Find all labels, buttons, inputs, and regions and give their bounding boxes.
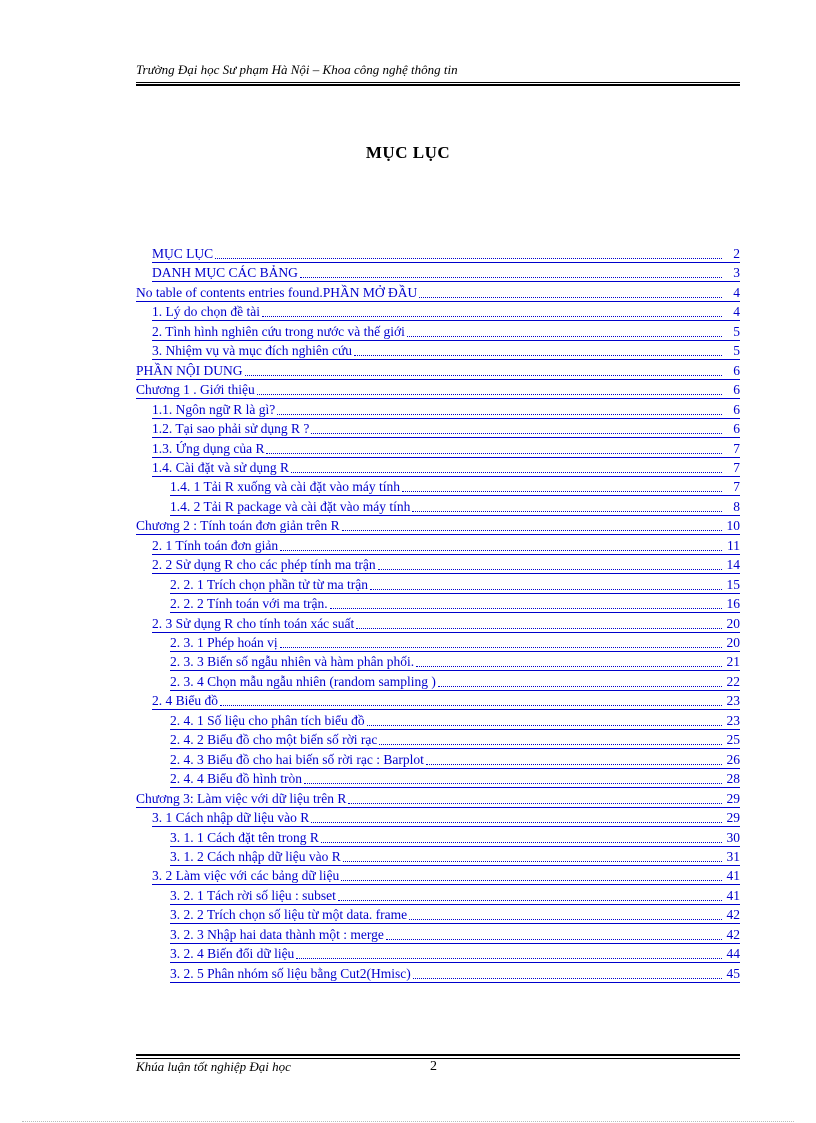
toc-entry[interactable] (136, 283, 740, 302)
toc-entry-title: 2. Tình hình nghiên cứu trong nước và thế giới (152, 324, 405, 339)
toc-entry[interactable] (152, 341, 740, 360)
toc-leader-dots (280, 637, 722, 648)
toc-leader-dots (426, 754, 722, 765)
toc-entry-page: 44 (726, 946, 740, 961)
toc-entry[interactable] (136, 516, 740, 535)
toc-leader-dots (370, 579, 722, 590)
toc-entry[interactable] (170, 477, 740, 496)
toc-entry-title: 3. 1. 1 Cách đặt tên trong R (170, 830, 319, 845)
toc-entry-title: Chương 2 : Tính toán đơn giản trên R (136, 518, 340, 533)
toc-entry-title: Chương 3: Làm việc với dữ liệu trên R (136, 791, 347, 806)
toc-entry-title: 1.2. Tại sao phải sử dụng R ? (152, 421, 310, 436)
toc-entry-title: 3. 2. 2 Trích chọn số liệu từ một data. frame (170, 907, 408, 922)
toc-entry-title: 2. 4. 1 Số liệu cho phân tích biểu đồ (170, 713, 365, 728)
toc-entry[interactable] (152, 419, 740, 438)
toc-entry-title: 2. 4. 3 Biểu đồ cho hai biến số rời rạc : Barplot (170, 752, 424, 767)
toc-entry-title: 1. Lý do chọn đề tài (152, 304, 260, 319)
toc-entry[interactable] (170, 925, 740, 944)
toc-entry-page: 22 (726, 674, 740, 689)
toc-entry[interactable] (170, 594, 740, 613)
toc-entry-page: 28 (726, 771, 740, 786)
toc-entry-page: 7 (733, 441, 740, 456)
toc-entry-page: 5 (733, 324, 740, 339)
toc-entry-page: 7 (733, 479, 740, 494)
toc-entry[interactable] (136, 380, 740, 399)
toc-entry-title: 3. 1. 2 Cách nhập dữ liệu vào R (170, 849, 341, 864)
running-header: Trường Đại học Sư phạm Hà Nội – Khoa công nghệ thông tin (136, 62, 458, 77)
toc-entry[interactable] (170, 944, 740, 963)
header-rule-thin (136, 82, 740, 83)
toc-leader-dots (342, 520, 722, 531)
toc-leader-dots (379, 734, 722, 745)
toc-entry-page: 26 (726, 752, 740, 767)
toc-entry-title: 3. 2. 4 Biến đổi dữ liệu (170, 946, 295, 961)
toc-leader-dots (280, 540, 722, 551)
toc-leader-dots (416, 656, 722, 667)
toc-entry[interactable] (152, 808, 740, 827)
toc-entry-title: 2. 3. 4 Chọn mẫu ngẫu nhiên (random sampling ) (170, 674, 436, 689)
toc-leader-dots (356, 618, 722, 629)
toc-entry-title: 1.1. Ngôn ngữ R là gì? (152, 402, 276, 417)
page-title: MỤC LỤC (365, 143, 451, 162)
toc-entry[interactable] (170, 711, 740, 730)
toc-entry-page: 10 (726, 518, 740, 533)
toc-leader-dots (245, 365, 723, 376)
toc-entry[interactable] (152, 322, 740, 341)
toc-entry-page: 6 (733, 363, 740, 378)
toc-entry-title: PHẦN NỘI DUNG (136, 363, 243, 378)
toc-entry-page: 7 (733, 460, 740, 475)
toc-leader-dots (311, 423, 722, 434)
toc-leader-dots (407, 326, 722, 337)
toc-entry[interactable] (170, 730, 740, 749)
toc-entry[interactable] (152, 263, 740, 282)
toc-entry[interactable] (170, 769, 740, 788)
toc-entry-title: Chương 1 . Giới thiệu (136, 382, 255, 397)
toc-leader-dots (257, 384, 722, 395)
toc-entry-page: 4 (733, 304, 740, 319)
toc-entry-title: 3. Nhiệm vụ và mục đích nghiên cứu (152, 343, 353, 358)
toc-entry-title: 2. 2 Sử dụng R cho các phép tính ma trận (152, 557, 376, 572)
toc-entry[interactable] (152, 536, 740, 555)
toc-entry[interactable] (152, 691, 740, 710)
toc-leader-dots (413, 968, 722, 979)
toc-leader-dots (409, 909, 722, 920)
toc-entry-title: 2. 4. 2 Biểu đồ cho một biến số rời rạc (170, 732, 378, 747)
toc-entry-page: 42 (726, 927, 740, 942)
toc-leader-dots (348, 793, 722, 804)
toc-entry[interactable] (170, 750, 740, 769)
toc-leader-dots (338, 890, 722, 901)
toc-entry-page: 29 (726, 791, 740, 806)
toc-entry[interactable] (170, 672, 740, 691)
toc-entry-page: 41 (726, 888, 740, 903)
toc-leader-dots (438, 676, 722, 687)
toc-entry-page: 20 (726, 635, 740, 650)
toc-entry[interactable] (170, 497, 740, 516)
toc-entry-title: DANH MỤC CÁC BẢNG (152, 265, 298, 280)
toc-entry-title: 3. 2. 5 Phân nhóm số liệu bằng Cut2(Hmisc) (170, 966, 411, 981)
toc-entry-page: 23 (726, 713, 740, 728)
toc-leader-dots (402, 481, 722, 492)
toc-leader-dots (330, 598, 722, 609)
toc-leader-dots (262, 306, 722, 317)
toc-leader-dots (321, 832, 722, 843)
running-footer: Khúa luận tốt nghiệp Đại học (136, 1059, 291, 1074)
toc-entry-title: 1.4. 1 Tải R xuống và cài đặt vào máy tính (170, 479, 400, 494)
toc-entry-page: 45 (726, 966, 740, 981)
toc-entry-page: 5 (733, 343, 740, 358)
toc-entry-title: 2. 3. 1 Phép hoán vị (170, 635, 278, 650)
toc-entry[interactable] (152, 244, 740, 263)
toc-entry[interactable] (170, 905, 740, 924)
toc-leader-dots (266, 443, 722, 454)
toc-entry-title: 3. 2. 1 Tách rời số liệu : subset (170, 888, 336, 903)
toc-entry-page: 3 (733, 265, 740, 280)
toc-entry-title: 2. 3 Sử dụng R cho tính toán xác suất (152, 616, 355, 631)
toc-entry-page: 42 (726, 907, 740, 922)
toc-entry[interactable] (152, 458, 740, 477)
toc-leader-dots (291, 462, 722, 473)
toc-leader-dots (367, 715, 722, 726)
toc-entry-title: 1.4. 2 Tải R package và cài đặt vào máy tính (170, 499, 411, 514)
toc-entry-page: 2 (733, 246, 740, 261)
toc-leader-dots (296, 948, 722, 959)
toc-entry-page: 16 (726, 596, 740, 611)
toc-entry[interactable] (152, 866, 740, 885)
toc-entry-title: 2. 3. 3 Biến số ngẫu nhiên và hàm phân phối. (170, 654, 415, 669)
toc-entry-title: 1.4. Cài đặt và sử dụng R (152, 460, 290, 475)
toc-entry-page: 4 (733, 285, 740, 300)
page-number: 2 (430, 1059, 437, 1074)
toc-entry-title: 2. 4 Biểu đồ (152, 693, 218, 708)
footer-rule-thick (136, 1054, 740, 1056)
toc-entry[interactable] (170, 964, 740, 983)
toc-entry-page: 41 (726, 868, 740, 883)
toc-entry-page: 8 (733, 499, 740, 514)
toc-entry-title: 2. 2. 1 Trích chọn phần tử từ ma trận (170, 577, 368, 592)
toc-entry-page: 30 (726, 830, 740, 845)
toc-entry-title: 1.3. Ứng dụng của R (152, 441, 265, 456)
toc-leader-dots (354, 345, 722, 356)
toc-entry-page: 14 (726, 557, 740, 572)
toc-entry[interactable] (136, 361, 740, 380)
toc-entry-page: 11 (727, 538, 740, 553)
toc-entry-page: 25 (726, 732, 740, 747)
toc-entry-page: 23 (726, 693, 740, 708)
toc-entry[interactable] (170, 847, 740, 866)
toc-entry[interactable] (170, 886, 740, 905)
toc-entry[interactable] (152, 614, 740, 633)
toc-leader-dots (343, 851, 722, 862)
toc-entry-page: 6 (733, 382, 740, 397)
toc-leader-dots (386, 929, 722, 940)
toc-entry[interactable] (170, 633, 740, 652)
toc-entry-page: 6 (733, 421, 740, 436)
toc-leader-dots (341, 870, 722, 881)
toc-leader-dots (412, 501, 722, 512)
toc-entry[interactable] (152, 555, 740, 574)
toc-entry[interactable] (136, 789, 740, 808)
toc-entry-title: MỤC LỤC (152, 246, 214, 261)
toc-entry-title: 2. 2. 2 Tính toán với ma trận. (170, 596, 328, 611)
toc-leader-dots (419, 287, 722, 298)
toc-leader-dots (378, 559, 722, 570)
toc-entry-page: 29 (726, 810, 740, 825)
page-edge-divider (22, 1121, 794, 1122)
toc-entry-title: 3. 2. 3 Nhập hai data thành một : merge (170, 927, 384, 942)
toc-entry-title: 2. 4. 4 Biểu đồ hình tròn (170, 771, 302, 786)
toc-entry-title: No table of contents entries found.PHẦN MỞ ĐẦU (136, 285, 418, 300)
toc-entry[interactable] (170, 828, 740, 847)
toc-leader-dots (220, 695, 722, 706)
toc-entry-title: 3. 2 Làm việc với các bảng dữ liệu (152, 868, 340, 883)
toc-entry[interactable] (170, 652, 740, 671)
toc-entry[interactable] (170, 575, 740, 594)
toc-leader-dots (277, 404, 722, 415)
toc-leader-dots (215, 248, 722, 259)
toc-entry-page: 21 (726, 654, 740, 669)
toc-entry[interactable] (152, 302, 740, 321)
toc-entry-title: 2. 1 Tính toán đơn giản (152, 538, 279, 553)
toc-entry[interactable] (152, 439, 740, 458)
toc-entry-page: 31 (726, 849, 740, 864)
toc-leader-dots (300, 267, 722, 278)
toc-entry-page: 20 (726, 616, 740, 631)
toc-leader-dots (311, 812, 722, 823)
toc-entry-title: 3. 1 Cách nhập dữ liệu vào R (152, 810, 310, 825)
header-rule-thick (136, 84, 740, 86)
toc-entry-page: 15 (726, 577, 740, 592)
toc-leader-dots (304, 773, 722, 784)
toc-entry-page: 6 (733, 402, 740, 417)
toc-entry[interactable] (152, 400, 740, 419)
